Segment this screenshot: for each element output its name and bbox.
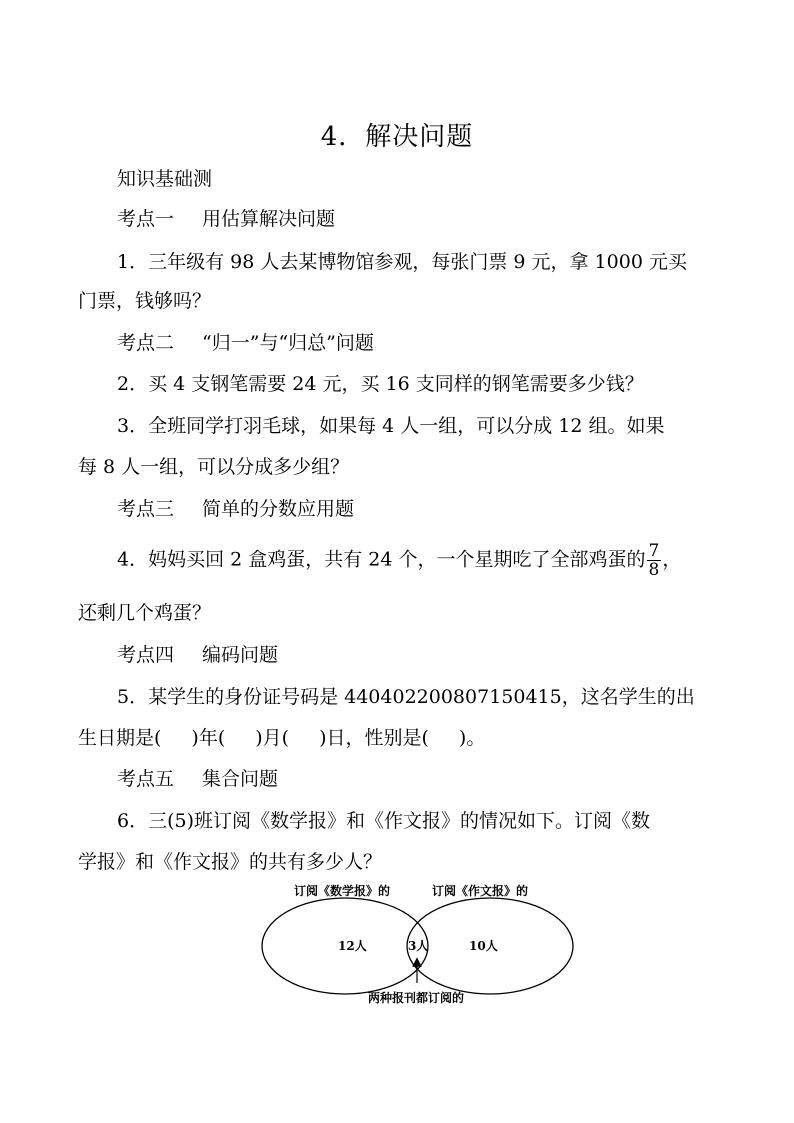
point-4-text: 编码问题	[202, 644, 279, 666]
month-suffix: )月(	[255, 727, 290, 749]
question-5-line-2	[78, 725, 485, 751]
question-4-text: 4．妈妈买回 2 盒鸡蛋，共有 24 个，一个星期吃了全部鸡蛋的	[117, 548, 646, 571]
question-2-line-1: 2．买 4 支钢笔需要 24 元，买 16 支同样的钢笔需要多少钱？	[117, 373, 644, 395]
venn-diagram	[250, 878, 590, 1013]
fraction-denominator: 8	[648, 560, 660, 580]
point-3-heading	[117, 496, 354, 522]
fraction-numerator: 7	[648, 541, 660, 561]
question-4-line-1	[117, 542, 681, 579]
point-5-text: 集合问题	[202, 768, 279, 790]
gender-prefix: )日，性别是(	[319, 727, 429, 749]
question-5-line-1: 5．某学生的身份证号码是 440402200807150415，这名学生的出	[117, 686, 695, 708]
point-4-heading	[117, 642, 278, 668]
question-4-comma: ，	[662, 548, 682, 571]
point-2-label: 考点二	[117, 332, 175, 354]
question-1-line-1: 1．三年级有 98 人去某博物馆参观，每张门票 9 元，拿 1000 元买	[117, 251, 687, 273]
page-title: 4．解决问题	[320, 122, 474, 152]
question-6-line-2: 学报》和《作文报》的共有多少人？	[78, 851, 383, 873]
point-2-heading	[117, 330, 374, 356]
gender-suffix: )。	[458, 727, 486, 749]
year-suffix: )年(	[191, 727, 226, 749]
point-3-text: 简单的分数应用题	[202, 498, 355, 520]
section-heading: 知识基础测	[117, 168, 213, 190]
point-1-heading	[117, 206, 335, 232]
point-1-label: 考点一	[117, 208, 175, 230]
question-6-line-1: 6．三(5)班订阅《数学报》和《作文报》的情况如下。订阅《数	[117, 810, 651, 832]
point-4-label: 考点四	[117, 644, 175, 666]
point-5-heading	[117, 766, 278, 792]
birth-date-prefix: 生日期是(	[78, 727, 162, 749]
question-3-line-1: 3．全班同学打羽毛球，如果每 4 人一组，可以分成 12 组。如果	[117, 415, 665, 437]
venn-left-label: 订阅《数学报》的	[294, 884, 391, 898]
venn-middle-count: 3人	[408, 939, 429, 953]
venn-bottom-label: 两种报刊都订阅的	[368, 991, 465, 1005]
question-3-line-2: 每 8 人一组，可以分成多少组？	[78, 456, 350, 478]
question-1-line-2: 门票，钱够吗？	[78, 290, 212, 312]
fraction	[647, 542, 662, 579]
venn-right-count: 10人	[469, 939, 498, 953]
point-5-label: 考点五	[117, 768, 175, 790]
point-2-text: “归一”与“归总”问题	[202, 332, 374, 354]
venn-left-count: 12人	[338, 939, 367, 953]
venn-right-label: 订阅《作文报》的	[432, 884, 529, 898]
point-3-label: 考点三	[117, 498, 175, 520]
point-1-text: 用估算解决问题	[202, 208, 336, 230]
question-4-line-2: 还剩几个鸡蛋？	[78, 602, 212, 624]
